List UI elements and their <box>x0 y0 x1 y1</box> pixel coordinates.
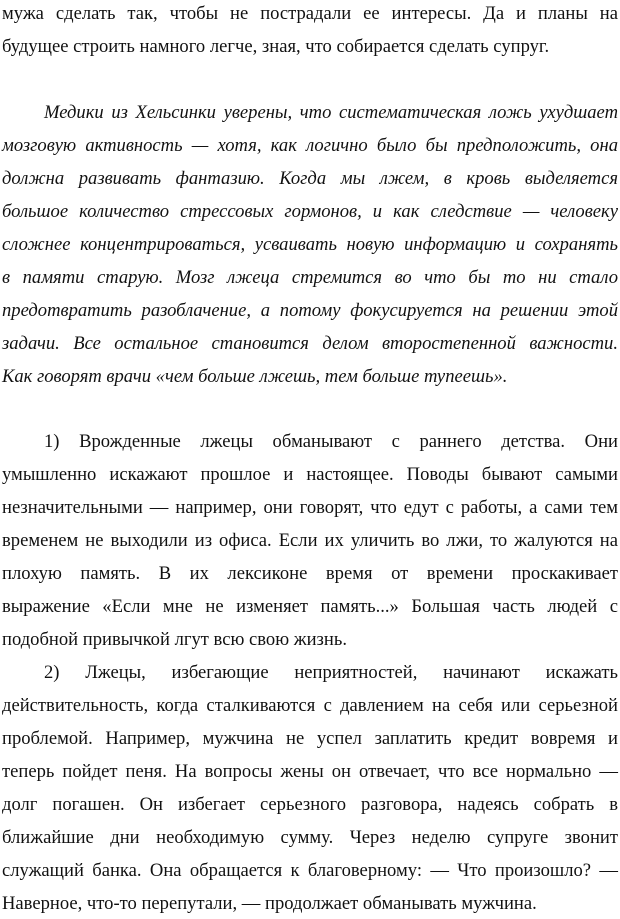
text-line: действительность, когда сталкиваются с давлением на себя или серьезной <box>2 695 618 716</box>
text-line: временем не выходили из офиса. Если их уличить во лжи, то жалуются на <box>2 530 618 551</box>
text-line: проблемой. Например, мужчина не успел заплатить кредит вовремя и <box>2 728 618 749</box>
text-line: 2) Лжецы, избегающие неприятностей, начинают искажать <box>44 662 618 683</box>
text-line: задачи. Все остальное становится делом второстепенной важности. <box>2 333 618 354</box>
text-line: теперь пойдет пеня. На вопросы жены он отвечает, что все нормально — <box>2 761 618 782</box>
text-line: должна развивать фантазию. Когда мы лжем, в кровь выделяется <box>2 168 618 189</box>
text-line: 1) Врожденные лжецы обманывают с раннего детства. Они <box>44 431 618 452</box>
text-line: Как говорят врачи «чем больше лжешь, тем больше тупеешь». <box>2 366 508 387</box>
text-line: предотвратить разоблачение, а потому фокусируется на решении этой <box>2 300 618 321</box>
text-line: будущее строить намного легче, зная, что собирается сделать супруг. <box>2 36 550 57</box>
text-line: мужа сделать так, чтобы не пострадали ее интересы. Да и планы на <box>2 3 618 24</box>
text-line: служащий банка. Она обращается к благоверному: — Что произошло? — <box>2 860 618 881</box>
text-line: умышленно искажают прошлое и настоящее. Поводы бывают самыми <box>2 464 618 485</box>
text-line: плохую память. В их лексиконе время от времени проскакивает <box>2 563 618 584</box>
text-line: выражение «Если мне не изменяет память...» Большая часть людей с <box>2 596 618 617</box>
text-line: Наверное, что-то перепутали, — продолжает обманывать мужчина. <box>2 893 537 914</box>
text-line: подобной привычкой лгут всю свою жизнь. <box>2 629 347 650</box>
text-line: долг погашен. Он избегает серьезного разговора, надеясь собрать в <box>2 794 618 815</box>
text-line: мозговую активность — хотя, как логично было бы предположить, она <box>2 135 618 156</box>
text-line: сложнее концентрироваться, усваивать новую информацию и сохранять <box>2 234 618 255</box>
text-line: ближайшие дни необходимую сумму. Через неделю супруге звонит <box>2 827 618 848</box>
text-line: в памяти старую. Мозг лжеца стремится во что бы то ни стало <box>2 267 618 288</box>
text-line: незначительными — например, они говорят, что едут с работы, а сами тем <box>2 497 618 518</box>
text-line: Медики из Хельсинки уверены, что систематическая ложь ухудшает <box>44 102 618 123</box>
text-line: большое количество стрессовых гормонов, и как следствие — человеку <box>2 201 618 222</box>
